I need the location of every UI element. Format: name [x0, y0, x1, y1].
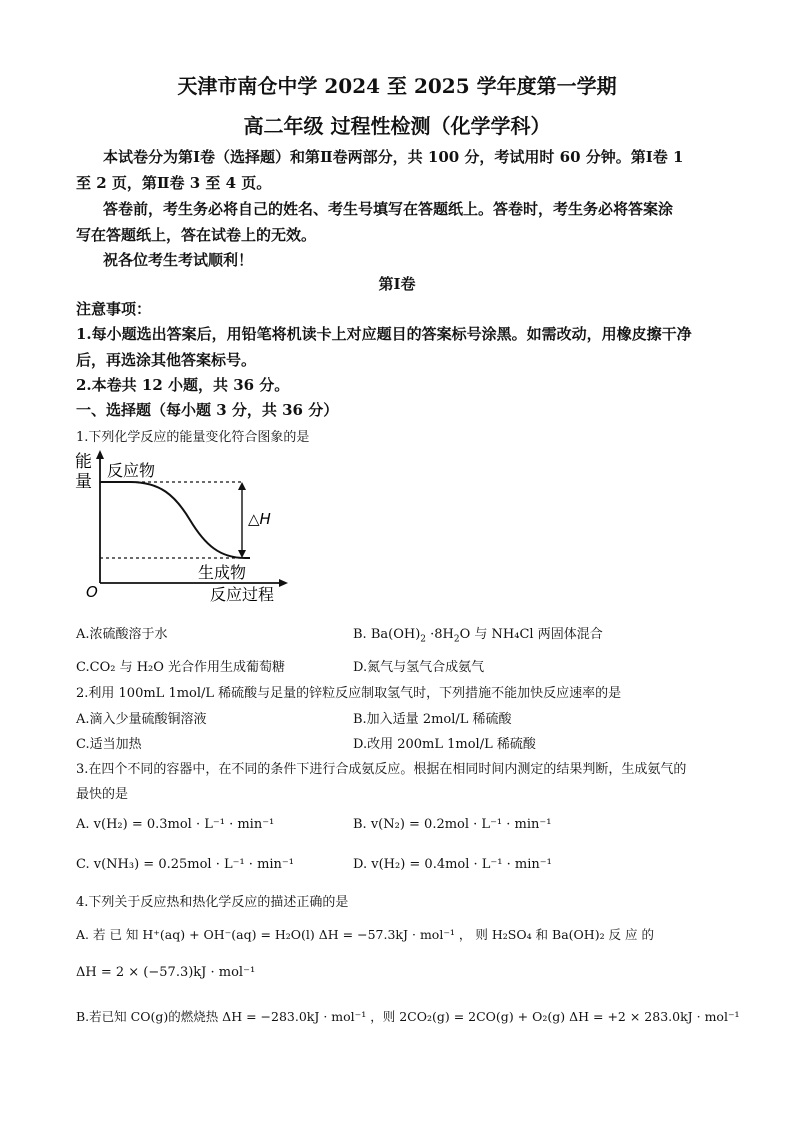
q2-option-d: D.改用 200mL 1mol/L 稀硫酸: [353, 737, 536, 752]
q1-option-a: A.浓硫酸溶于水: [76, 627, 168, 642]
y-label-2: 量: [75, 472, 92, 492]
q2-option-b: B.加入适量 2mol/L 稀硫酸: [353, 712, 512, 727]
q2-stem: 2.利用 100mL 1mol/L 稀硫酸与足量的锌粒反应制取氢气时，下列措施不能加快反应速率的是: [76, 686, 622, 701]
notice-2: 2.本卷共 12 小题，共 36 分。: [76, 376, 290, 394]
origin-label: O: [86, 583, 98, 601]
q4-option-a-line2: ΔH = 2 × (−57.3)kJ · mol⁻¹: [76, 965, 256, 980]
q1-option-d: D.氮气与氢气合成氨气: [353, 660, 485, 675]
title-school-term: 天津市南仓中学 2024 至 2025 学年度第一学期: [177, 74, 617, 98]
intro-p2-line1: 答卷前，考生务必将自己的姓名、考生号填写在答题纸上。答卷时，考生务必将答案涂: [103, 200, 674, 218]
reactant-label: 反应物: [107, 461, 156, 480]
energy-curve: [100, 482, 250, 558]
delta-h-arrow-up-icon: [238, 482, 246, 490]
q1-option-b: B. $Ba(OH)_2 \cdot 8H_2O$ 与 NH₄Cl 两固体混合: [353, 627, 603, 645]
intro-p2-line2: 写在答题纸上，答在试卷上的无效。: [76, 226, 317, 244]
notice-1-line1: 1.每小题选出答案后，用铅笔将机读卡上对应题目的答案标号涂黑。如需改动，用橡皮擦干净: [76, 325, 692, 343]
energy-diagram: [70, 450, 300, 605]
part-title: 一、选择题（每小题 3 分，共 36 分）: [76, 401, 339, 419]
intro-p1-line1: 本试卷分为第Ⅰ卷（选择题）和第Ⅱ卷两部分，共 100 分，考试用时 60 分钟。第Ⅰ卷 1: [103, 148, 684, 166]
x-axis-label: 反应过程: [210, 585, 275, 604]
intro-p1-line2: 至 2 页，第Ⅱ卷 3 至 4 页。: [76, 174, 272, 192]
q2-option-c: C.适当加热: [76, 737, 142, 752]
q4-option-a-line1: A. 若 已 知 H⁺(aq) + OH⁻(aq) = H₂O(l) ΔH = −57.3kJ · mol⁻¹ ， 则 H₂SO₄ 和 Ba(OH)₂ 反 应 的: [76, 927, 654, 942]
y-axis-arrow-icon: [96, 450, 104, 459]
q3-stem-line1: 3.在四个不同的容器中，在不同的条件下进行合成氨反应。根据在相同时间内测定的结果判断，生成氨气的: [76, 762, 687, 777]
q3-option-d: D. v(H₂) = 0.4mol · L⁻¹ · min⁻¹: [353, 857, 552, 872]
notice-title: 注意事项：: [76, 300, 152, 318]
section-heading: 第Ⅰ卷: [378, 275, 416, 293]
delta-h-label: △H: [248, 510, 271, 528]
q1-stem: 1.下列化学反应的能量变化符合图象的是: [76, 430, 310, 445]
q3-option-c: C. v(NH₃) = 0.25mol · L⁻¹ · min⁻¹: [76, 857, 295, 872]
q1-option-c: C.CO₂ 与 H₂O 光合作用生成葡萄糖: [76, 660, 286, 675]
q2-option-a: A.滴入少量硫酸铜溶液: [76, 712, 207, 727]
x-axis-arrow-icon: [279, 579, 288, 587]
intro-p3: 祝各位考生考试顺利！: [103, 251, 254, 269]
notice-1-line2: 后，再选涂其他答案标号。: [76, 351, 257, 369]
q3-option-a: A. v(H₂) = 0.3mol · L⁻¹ · min⁻¹: [76, 817, 275, 832]
product-label: 生成物: [198, 563, 247, 582]
q3-option-b: B. v(N₂) = 0.2mol · L⁻¹ · min⁻¹: [353, 817, 552, 832]
title-exam-name: 高二年级 过程性检测（化学学科）: [243, 114, 551, 138]
q4-option-b: B.若已知 CO(g)的燃烧热 ΔH = −283.0kJ · mol⁻¹ ，则 2CO₂(g) = 2CO(g) + O₂(g) ΔH = +2 × 283.0kJ · mol⁻¹: [76, 1009, 740, 1024]
y-label-1: 能: [75, 452, 92, 472]
q4-stem: 4.下列关于反应热和热化学反应的描述正确的是: [76, 895, 349, 910]
q3-stem-line2: 最快的是: [76, 787, 129, 802]
